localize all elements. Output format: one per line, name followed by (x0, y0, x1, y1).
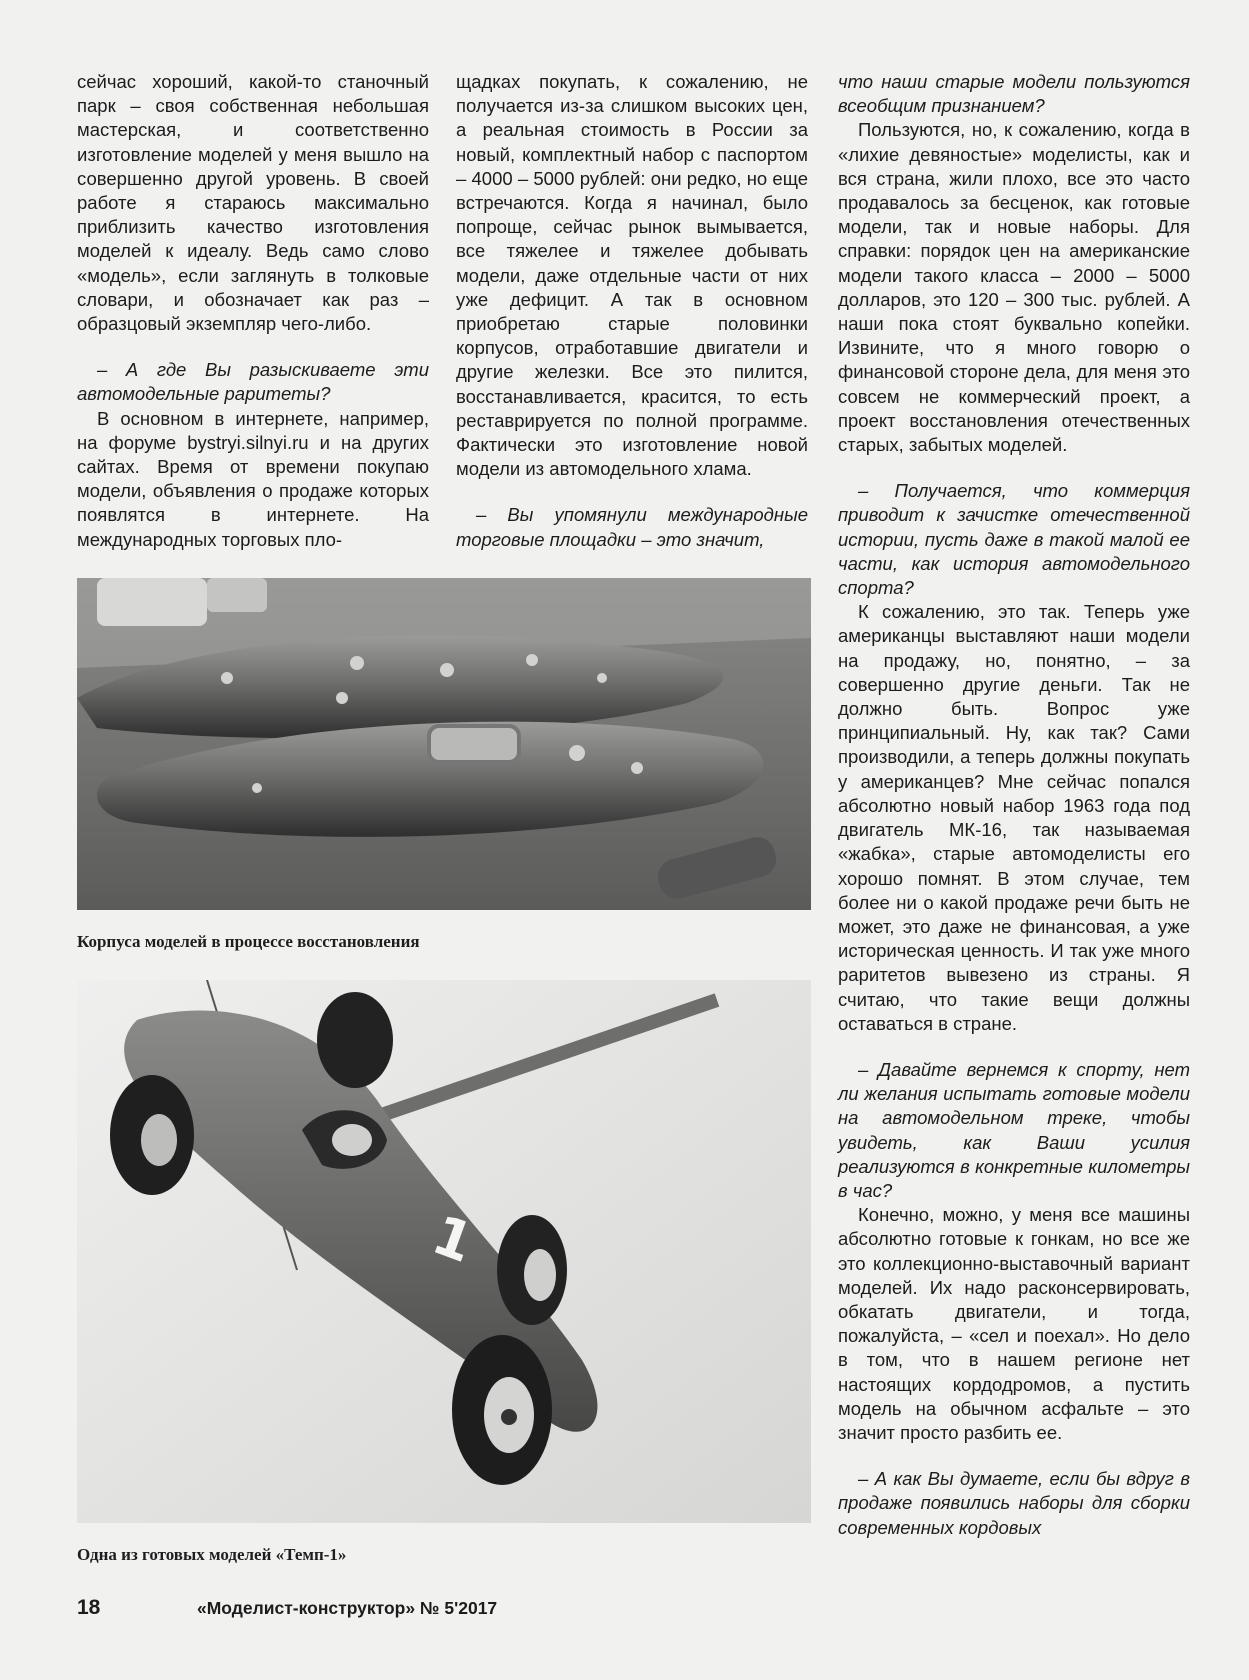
paragraph: щадках покупать, к сожалению, не получается из-за слишком высоких цен, а реальная стоимость в России за новый, комплектный набор с паспортом – 4000 – 5000 рублей: они редко, но еще встречаются. Когда я начинал, было попроще, сейчас рынок вымывается, все тяжелее и тяжелее добывать модели, даже отдельные части от них уже дефицит. А так в основном приобретаю старые половинки корпусов, отработавшие двигатели и другие железки. Все это пилится, восстанавливается, красится, то есть реставрируется по полной программе. Фактически это изготовление новой модели из автомодельного хлама. (456, 71, 808, 480)
photo-temp-1-model (77, 980, 811, 1523)
question: что наши старые модели пользуются всеобщим признанием? (838, 71, 1190, 117)
paragraph: Конечно, можно, у меня все машины абсолютно готовые к гонкам, но все же это коллекционно-выставочный вариант моделей. Их надо расконсервировать, обкатать двигатели, и тогда, пожалуйста, – «сел и поехал». Но дело в том, что в нашем регионе нет настоящих кордодромов, а пустить модель на обычном асфальте – это значит просто разбить ее. (838, 1204, 1190, 1443)
paragraph: Пользуются, но, к сожалению, когда в «лихие девяностые» моделисты, как и вся страна, жили плохо, все это часто продавалось за бесценок, как готовые модели, так и новые наборы. Для справки: порядок цен на американские модели такого класса – 2000 – 5000 долларов, это 120 – 300 тыс. рублей. А наши пока стоят буквально копейки. Извините, что я много говорю о финансовой стороне дела, для меня это совсем не коммерческий проект, а проект восстановления отечественных старых, забытых моделей. (838, 119, 1190, 456)
question: – А где Вы разыскиваете эти автомодельные раритеты? (77, 359, 429, 405)
photo-bodies-restoration (77, 578, 811, 910)
paragraph: В основном в интернете, например, на форуме bystryi.silnyi.ru и на других сайтах. Время от времени покупаю модели, объявления о продаже которых появлятся в интернете. На международных торговых пло- (77, 407, 429, 550)
paragraph: К сожалению, это так. Теперь уже американцы выставляют наши модели на продажу, но, понятно, – за совершенно другие деньги. Так не должно быть. Вопрос уже принципиальный. Ну, как так? Сами производили, а теперь должны покупать у американцев? Мне сейчас попался абсолютно новый набор 1963 года под двигатель МК-16, так называемая «жабка», старые автомоделисты его хорошо помнят. В этом случае, тем более ни о какой продаже речи быть не может, это даже не финансовая, а уже историческая ценность. И так уже много раритетов вывезено из страны. Я считаю, что такие вещи должны оставаться в стране. (838, 601, 1190, 1034)
journal-title: «Моделист-конструктор» № 5'2017 (197, 1598, 498, 1618)
text-column-2 (456, 70, 808, 552)
paragraph: сейчас хороший, какой-то станочный парк – своя собственная небольшая мастерская, и соответственно изготовление моделей у меня вышло на совершенно другой уровень. В своей работе я стараюсь максимально приблизить качество изготовления моделей к идеалу. Ведь само слово «модель», если заглянуть в толковые словари, и обозначает как раз – образцовый экземпляр чего-либо. (77, 71, 429, 335)
race-car-illustration (77, 980, 811, 1523)
photo-caption: Корпуса моделей в процессе восстановления (77, 932, 420, 951)
text-column-3 (838, 70, 1190, 1540)
race-number: 1 (424, 1203, 482, 1276)
text-column-1 (77, 70, 429, 552)
bodies-illustration (77, 578, 811, 910)
question: – Вы упомянули международные торговые площадки – это значит, (456, 504, 808, 550)
question: – А как Вы думаете, если бы вдруг в продаже появились наборы для сборки современных кордовых (838, 1468, 1190, 1538)
question: – Давайте вернемся к спорту, нет ли желания испытать готовые модели на автомодельном треке, чтобы увидеть, как Ваши усилия реализуются в конкретные километры в час? (838, 1058, 1190, 1201)
question: – Получается, что коммерция приводит к зачистке отечественной истории, пусть даже в такой малой ее части, как история автомодельного спорта? (838, 480, 1190, 599)
photo-caption: Одна из готовых моделей «Темп-1» (77, 1545, 347, 1564)
page-number: 18 (77, 1596, 101, 1619)
